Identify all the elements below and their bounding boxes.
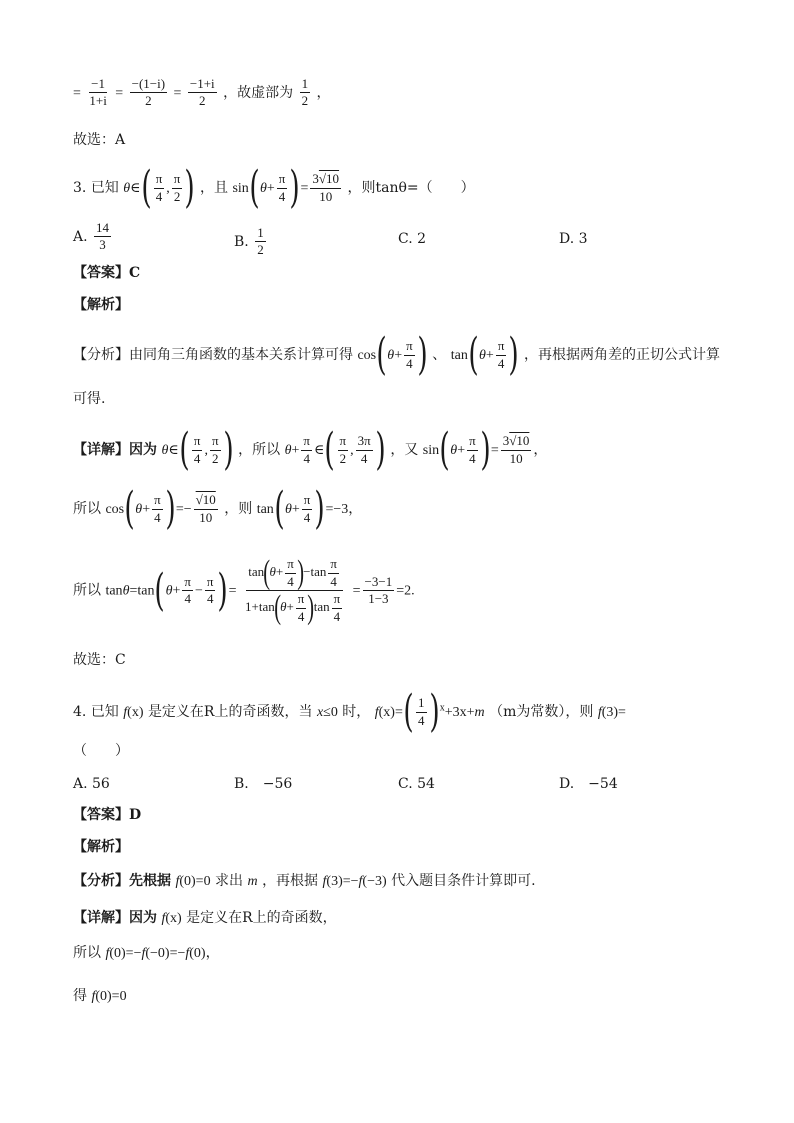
question-4: 4. 已知 f(x) 是定义在R上的奇函数，当 x≤0 时， f(x)=( $\frac{1}{4}$ )$^x$+3x+m （m为常数），则 f(3)= [73,686,626,737]
question-4-paren: （ ） [73,743,129,759]
answer-tag: 【答案】C [73,265,141,281]
fraction: $\frac{1}{2}$ [301,76,309,109]
question-text: ，则tanθ=（ ） [347,180,475,196]
detail-line-1: 【详解】因为 θ∈( $\frac{\pi}{4}$ , $\frac{\pi}{2}$ ) ，所以 θ+ $\frac{\pi}{4}$ ∈( $\frac{\pi}{2}$ , $\frac{3\pi}{4}$ ) ，又 sin(θ+ $\frac{\pi}{4}$ )= $\frac{3√10}{10}$ ， [73,424,548,475]
answer-select-a: 故选：A [73,132,126,148]
question-text: 已知 [90,180,119,196]
analysis-line: 【分析】先根据 f(0)=0 求出 m ，再根据 f(3)=−f(−3) 代入题目条件计算即可. [73,873,536,889]
question-number: 3. [73,180,87,196]
question-text: ，且 [199,180,228,196]
answer-tag: 【答案】D [73,807,142,823]
option-b: B. $\frac{1}{2}$ [234,225,264,258]
detail-line-1: 【详解】因为 f(x) 是定义在R上的奇函数， [73,910,337,926]
detail-line-3: 所以 tanθ=tan(θ+ $\frac{\pi}{4}$ − $\frac{\pi}{4}$ )= tan(θ+ $\frac{\pi}{4}$ )−tan $\frac{\pi}{4}$ 1+tan(θ+ $\frac{\pi}{4}$ )tan $\frac{\pi}{4}$ = $\frac{-3-1}{1-3}$ =2. [73,554,415,626]
option-b: B. −56 [234,776,293,792]
analysis-line: 【分析】由同角三角函数的基本关系计算可得 cos(θ+ $\frac{\pi}{4}$ ) 、 tan(θ+ $\frac{\pi}{4}$ ) ，再根据两角差的正切公式计算 [73,329,721,380]
analysis-tag: 【解析】 [73,297,129,313]
fraction: $\frac{-1+i}{2}$ [189,76,215,109]
option-c: C. 54 [398,776,435,792]
fraction: $\frac{-1}{1+i}$ [89,76,107,109]
option-c: C. 2 [398,231,427,247]
line-complex-result: = $\frac{-1}{1+i}$ = $\frac{-(1-i)}{2}$ = $\frac{-1+i}{2}$ ，故虚部为 $\frac{1}{2}$ ， [73,76,331,109]
detail-line-2: 所以 f(0)=−f(−0)=−f(0)， [73,945,220,961]
question-3: 3. 已知 θ∈( $\frac{\pi}{4}$ , $\frac{\pi}{2}$ ) ，且 sin(θ+ $\frac{\pi}{4}$ )= $\frac{3√10}{10}$ ，则tanθ=（ ） [73,162,475,213]
analysis-cont: 可得. [73,391,106,407]
option-d: D. 3 [559,231,588,247]
answer-select-c: 故选：C [73,652,126,668]
option-a: A. $\frac{14}{3}$ [73,220,110,253]
big-fraction: tan(θ+ $\frac{\pi}{4}$ )−tan $\frac{\pi}{4}$ 1+tan(θ+ $\frac{\pi}{4}$ )tan $\frac{\pi}{4}$ [243,556,346,625]
fraction: $\frac{-(1-i)}{2}$ [131,76,166,109]
option-d: D. −54 [559,776,618,792]
analysis-tag: 【解析】 [73,839,129,855]
imag-part-text: ，故虚部为 [223,84,294,101]
option-a: A. 56 [73,776,110,792]
detail-line-3: 得 f(0)=0 [73,988,127,1004]
detail-line-2: 所以 cos(θ+ $\frac{\pi}{4}$ )=− $\frac{√10}{10}$ ，则 tan(θ+ $\frac{\pi}{4}$ )=−3， [73,483,363,534]
